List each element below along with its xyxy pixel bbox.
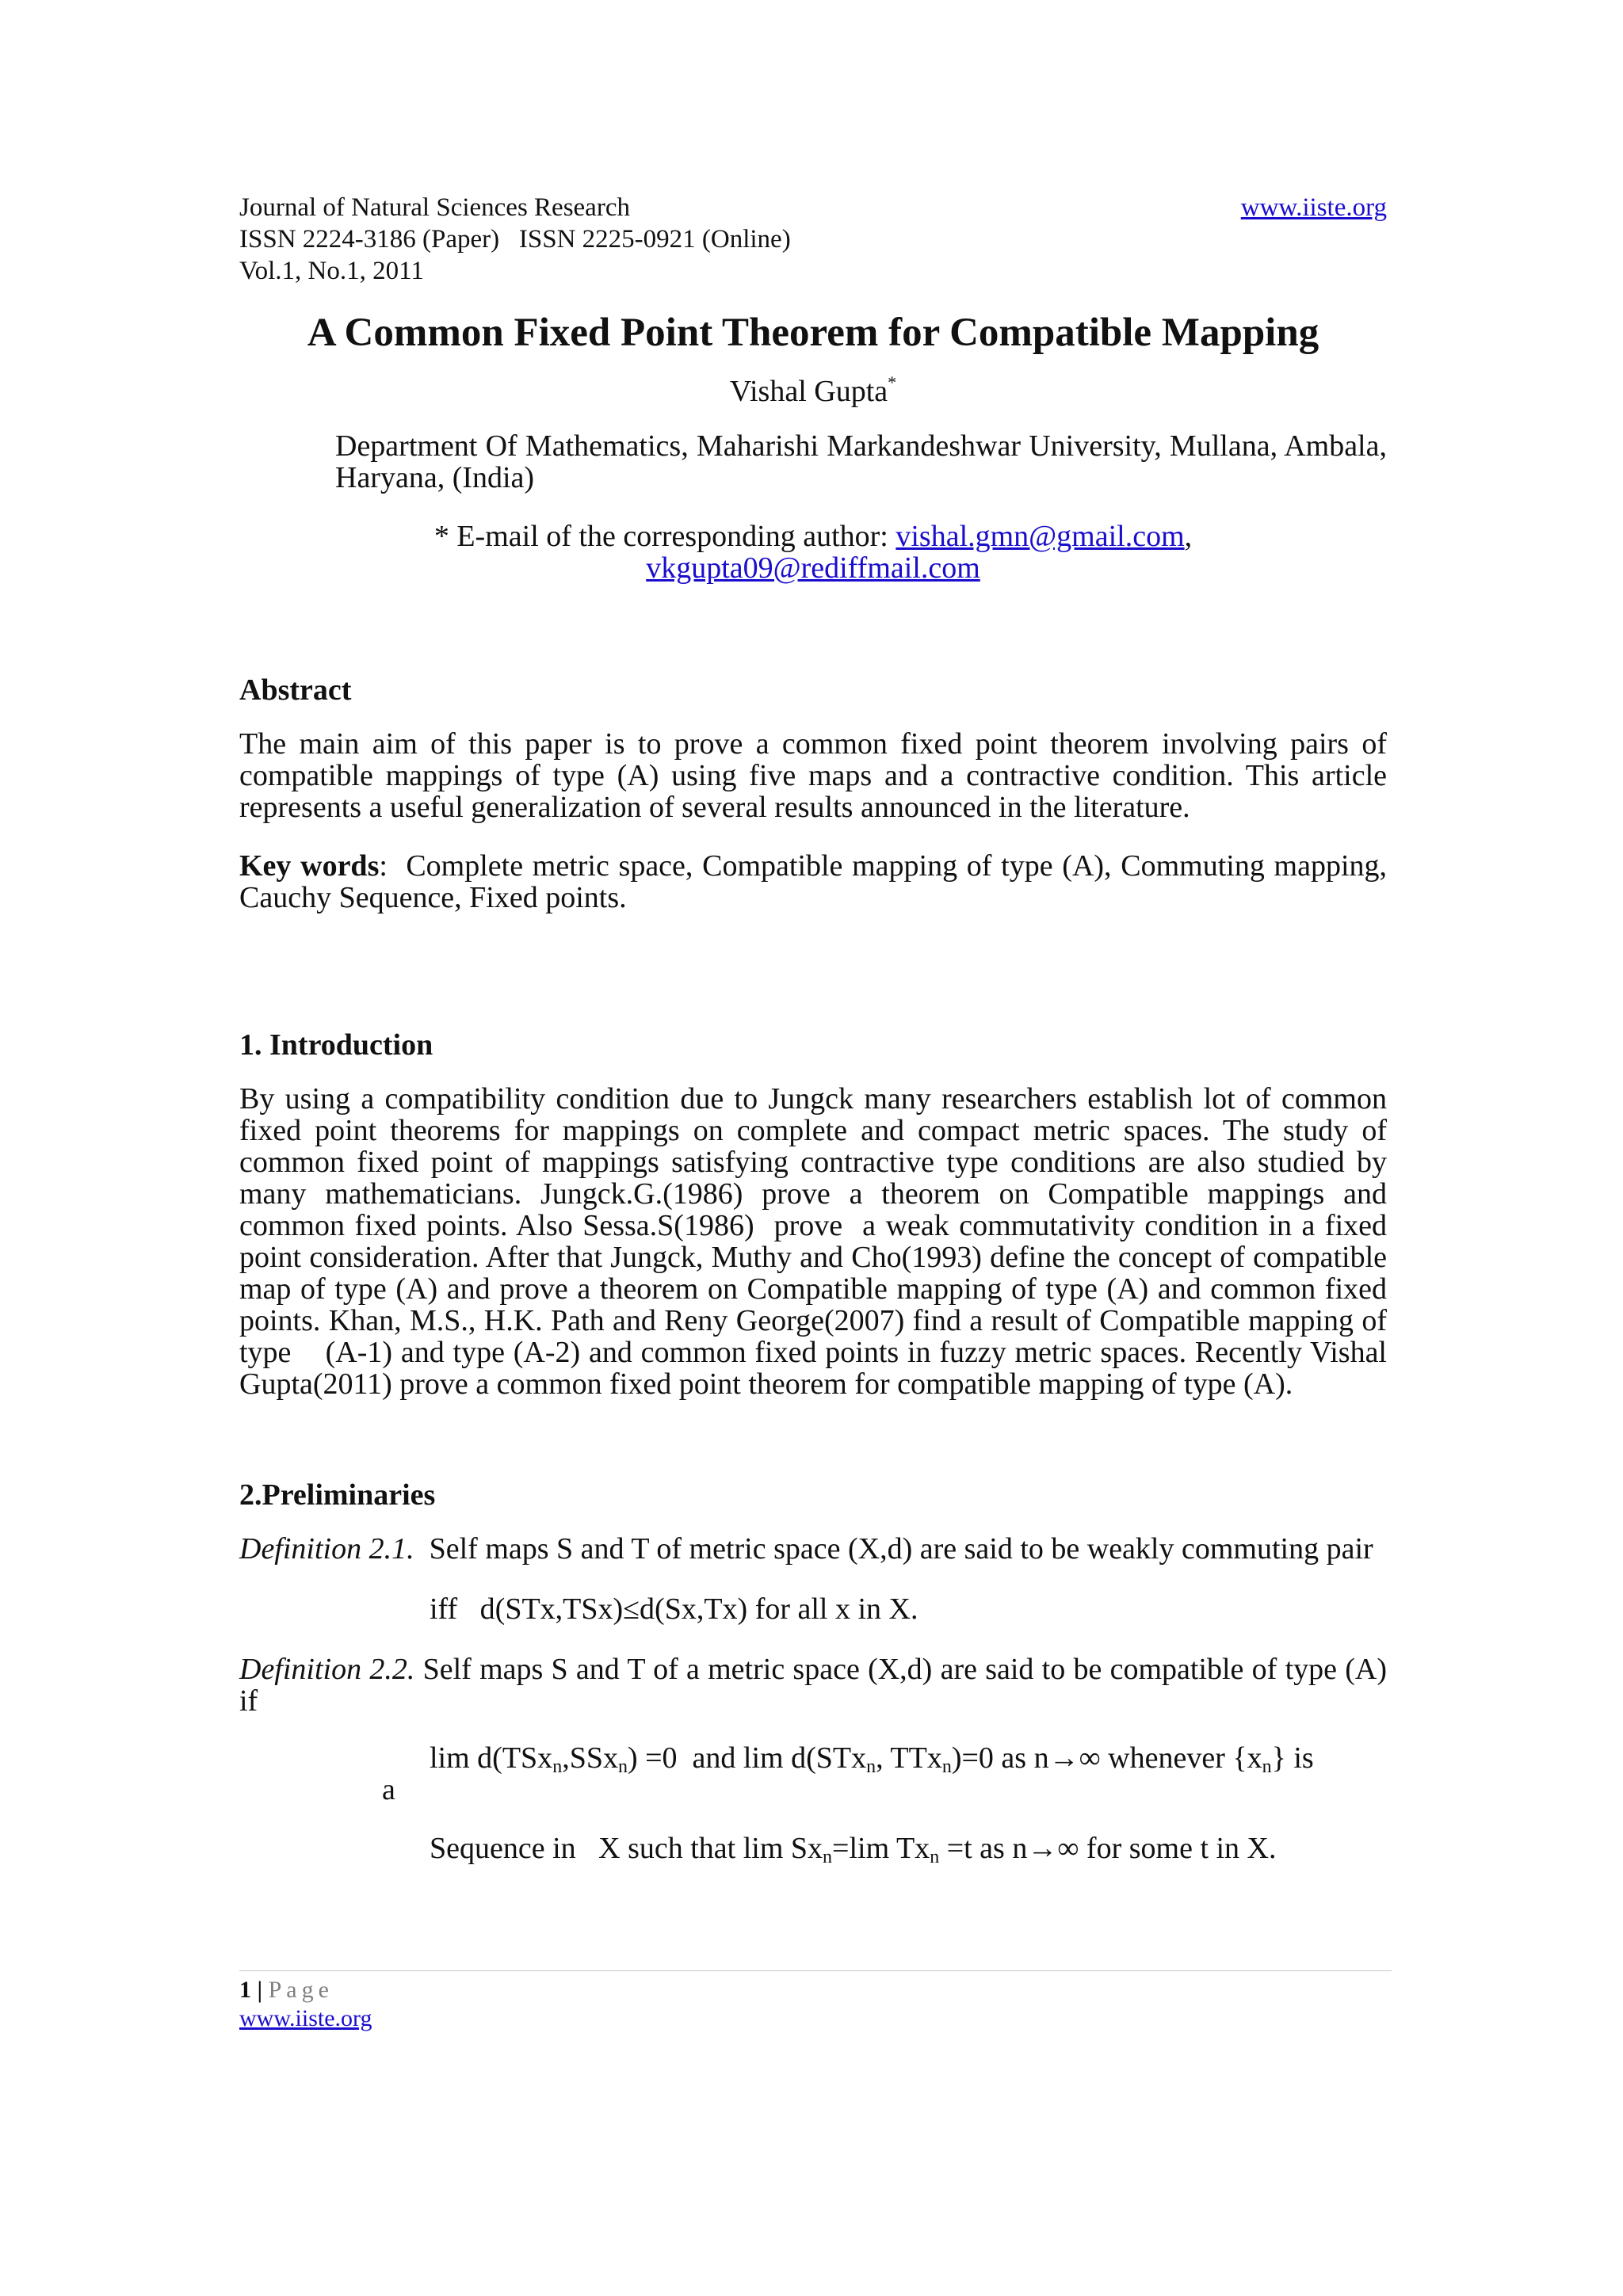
page-number bbox=[239, 1976, 1387, 2004]
page-content bbox=[239, 192, 1395, 1867]
definition-2-1 bbox=[239, 1533, 1387, 1565]
definition-2-1-condition: iff d(STx,TSx)≤d(Sx,Tx) for all x in X. bbox=[430, 1592, 918, 1626]
footer-divider bbox=[239, 1970, 1392, 1971]
definition-2-2 bbox=[239, 1653, 1395, 1718]
correspondence-prefix: * E-mail of the corresponding author: bbox=[433, 520, 896, 553]
preliminaries-heading: 2.Preliminaries bbox=[239, 1478, 436, 1512]
paper-title: A Common Fixed Point Theorem for Compatible Mapping bbox=[307, 311, 1319, 355]
definition-2-2-condition bbox=[239, 1741, 1387, 1867]
page-word: Page bbox=[268, 1977, 334, 2003]
definition-2-2-label: Definition 2.2. bbox=[239, 1653, 415, 1686]
condition-line-1: lim d(TSx$_n$,SSx$_n$) =0 and lim d(STx$_n$, TTx$_n$)=0 as n→∞ whenever $\{x_n\}$ is bbox=[430, 1741, 1314, 1777]
abstract-text: The main aim of this paper is to prove a common fixed point theorem involving pairs of compatible mappings of type (A) using five maps and a contractive condition. This article represents a useful generalization of several results announced in the literature. bbox=[239, 727, 1387, 824]
journal-name: Journal of Natural Sciences Research bbox=[239, 193, 630, 222]
author-line bbox=[239, 364, 1387, 410]
author-name: Vishal Gupta bbox=[729, 375, 888, 408]
introduction-heading: 1. Introduction bbox=[239, 1028, 433, 1062]
abstract-heading: Abstract bbox=[239, 673, 352, 707]
keywords bbox=[239, 849, 1395, 914]
issn-line: ISSN 2224-3186 (Paper) ISSN 2225-0921 (Online) bbox=[239, 225, 791, 254]
footer-website-link[interactable]: www.iiste.org bbox=[239, 2005, 372, 2031]
introduction-text: By using a compatibility condition due to Jungck many researchers establish lot of common fixed point theorems for mappings on complete and compact metric spaces. The study of common fixed point of mappings satisfying contractive type conditions are also studied by many mathematicians. Jungck.G.(1986) prove a theorem on Compatible mappings and common fixed points. Also Sessa.S(1986) prove a weak commutativity condition in a fixed point consideration. After that Jungck, Muthy and Cho(1993) define the concept of compatible map of type (A) and prove a theorem on Compatible mapping of type (A) and common fixed points. Khan, M.S., H.K. Path and Reny George(2007) find a result of Compatible mapping of type (A-1) and type (A-2) and common fixed points in fuzzy metric spaces. Recently Vishal Gupta(2011) prove a common fixed point theorem for compatible mapping of type (A). bbox=[239, 1082, 1395, 1401]
page-number-value: 1 bbox=[239, 1977, 251, 2003]
author-mark: * bbox=[888, 372, 897, 392]
definition-2-1-text: Self maps S and T of metric space (X,d) are said to be weakly commuting pair bbox=[414, 1532, 1373, 1566]
correspondence bbox=[239, 521, 1387, 584]
keywords-text: : Complete metric space, Compatible mapping of type (A), Commuting mapping, Cauchy Sequence, Fixed points. bbox=[239, 849, 1395, 914]
journal-header bbox=[239, 192, 1387, 287]
email-link-1[interactable]: vishal.gmn@gmail.com bbox=[896, 520, 1185, 553]
condition-line-2: Sequence in X such that $\lim Sx_n=\lim$ $Tx_n =t$ as n→∞ for some t in X. bbox=[430, 1832, 1277, 1867]
definition-2-2-text: Self maps S and T of a metric space (X,d) are said to be compatible of type (A) if bbox=[239, 1653, 1395, 1718]
condition-line-1-wrap: a bbox=[382, 1773, 395, 1806]
definition-2-1-label: Definition 2.1. bbox=[239, 1532, 414, 1566]
volume-line: Vol.1, No.1, 2011 bbox=[239, 257, 424, 285]
page-bar: | bbox=[251, 1977, 269, 2003]
keywords-label: Key words bbox=[239, 849, 380, 883]
journal-website-link[interactable]: www.iiste.org bbox=[1240, 193, 1387, 222]
email-separator: , bbox=[1184, 520, 1193, 553]
page-footer bbox=[239, 1970, 1387, 2033]
affiliation: Department Of Mathematics, Maharishi Markandeshwar University, Mullana, Ambala, Haryana, (India) bbox=[335, 429, 1387, 494]
email-link-2[interactable]: vkgupta09@rediffmail.com bbox=[646, 551, 980, 585]
